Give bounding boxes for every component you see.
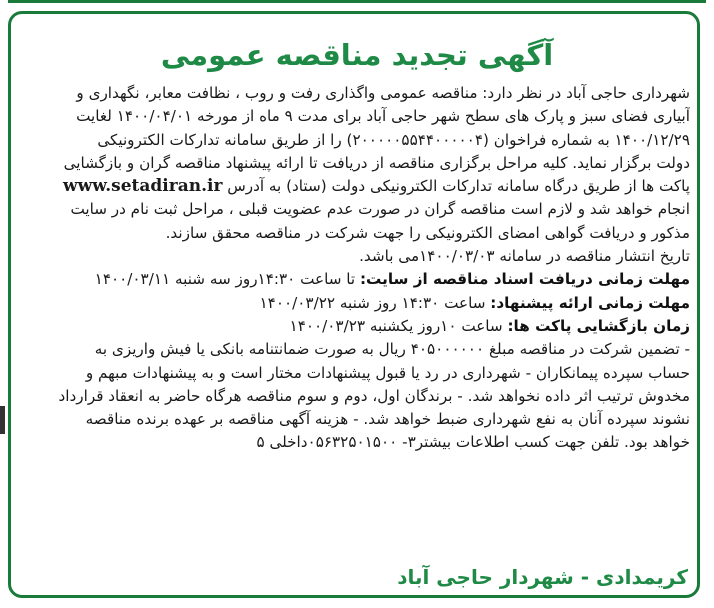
paragraph-line: ۱۴۰۰/۱۲/۲۹ به شماره فراخوان (۲۰۰۰۰۰۵۵۴۴۰۰۰۰۰۴) را از طریق سامانه تدارکات الکترونیکی (97, 130, 690, 149)
signature: کریمدادی - شهردار حاجی آباد (397, 565, 688, 589)
paragraph-line: مذکور و دریافت گواهی امضای الکترونیکی را جهت شرکت در مناقصه محقق سازند. (165, 223, 690, 242)
deadline-submission (24, 292, 690, 315)
terms-line: خواهد بود. تلفن جهت کسب اطلاعات بیشتر۳- ۰۵۶۳۲۵۰۱۵۰۰داخلی ۵ (256, 433, 690, 452)
terms-line: نشوند سپرده آنان به نفع شهرداری ضبط خواهد شد. - هزینه آگهی مناقصه بر عهده برنده مناقصه (85, 410, 690, 429)
notice-body (24, 82, 690, 455)
paragraph-line: آبیاری فضای سبز و پارک های سطح شهر حاجی آباد برای مدت ۹ ماه از مورخه ۱۴۰۰/۰۴/۰۱ لغایت (76, 107, 690, 126)
deadline-documents (24, 268, 690, 291)
deadline-value: تا ساعت ۱۴:۳۰روز سه شنبه ۱۴۰۰/۰۳/۱۱ (94, 270, 360, 289)
terms-line: حساب سپرده پیمانکاران - شهرداری در رد یا قبول پیشنهادات مختار است و به پیشنهادات مبهم و (85, 363, 690, 382)
paragraph-line: تاریخ انتشار مناقصه در سامانه ۱۴۰۰/۰۳/۰۳می باشد. (359, 247, 690, 266)
deadline-opening (24, 315, 690, 338)
paragraph-line: دولت برگزار نماید. کلیه مراحل برگزاری مناقصه از دریافت تا ارائه پیشنهاد مناقصه گران و بازگشایی (63, 153, 690, 172)
paragraph-line: انجام خواهد شد و لازم است مناقصه گران در صورت عدم عضویت قبلی ، مراحل ثبت نام در سایت (70, 200, 690, 219)
deadline-label: مهلت زمانی ارائه پیشنهاد: (490, 293, 690, 312)
notice-title: آگهی تجدید مناقصه عمومی (160, 38, 554, 72)
paragraph-line: پاکت ها از طریق درگاه سامانه تدارکات الکترونیکی دولت (ستاد) به آدرس (227, 177, 690, 196)
paragraph-line-with-url (24, 175, 690, 198)
edge-mark (0, 406, 5, 434)
terms-line: مخدوش ترتیب اثر داده نخواهد شد. - برندگان اول، دوم و سوم مناقصه هرگاه حاضر به انعقاد قرارداد (58, 386, 690, 405)
deadline-label: زمان بازگشایی پاکت ها: (507, 316, 690, 335)
top-divider (8, 0, 706, 3)
paragraph-line: شهرداری حاجی آباد در نظر دارد: مناقصه عمومی واگذاری رفت و روب ، نظافت معابر، نگهداری و (76, 84, 690, 102)
website-link[interactable]: www.setadiran.ir (63, 176, 223, 197)
terms-line: - تضمین شرکت در مناقصه مبلغ ۴۰۵۰۰۰۰۰۰ ریال به صورت ضمانتنامه بانکی یا فیش واریزی به (94, 340, 690, 359)
deadline-value: ساعت ۱۰روز یکشنبه ۱۴۰۰/۰۳/۲۳ (289, 316, 508, 335)
deadline-value: ساعت ۱۴:۳۰ روز شنبه ۱۴۰۰/۰۳/۲۲ (259, 293, 491, 312)
deadline-label: مهلت زمانی دریافت اسناد مناقصه از سایت: (359, 270, 690, 289)
